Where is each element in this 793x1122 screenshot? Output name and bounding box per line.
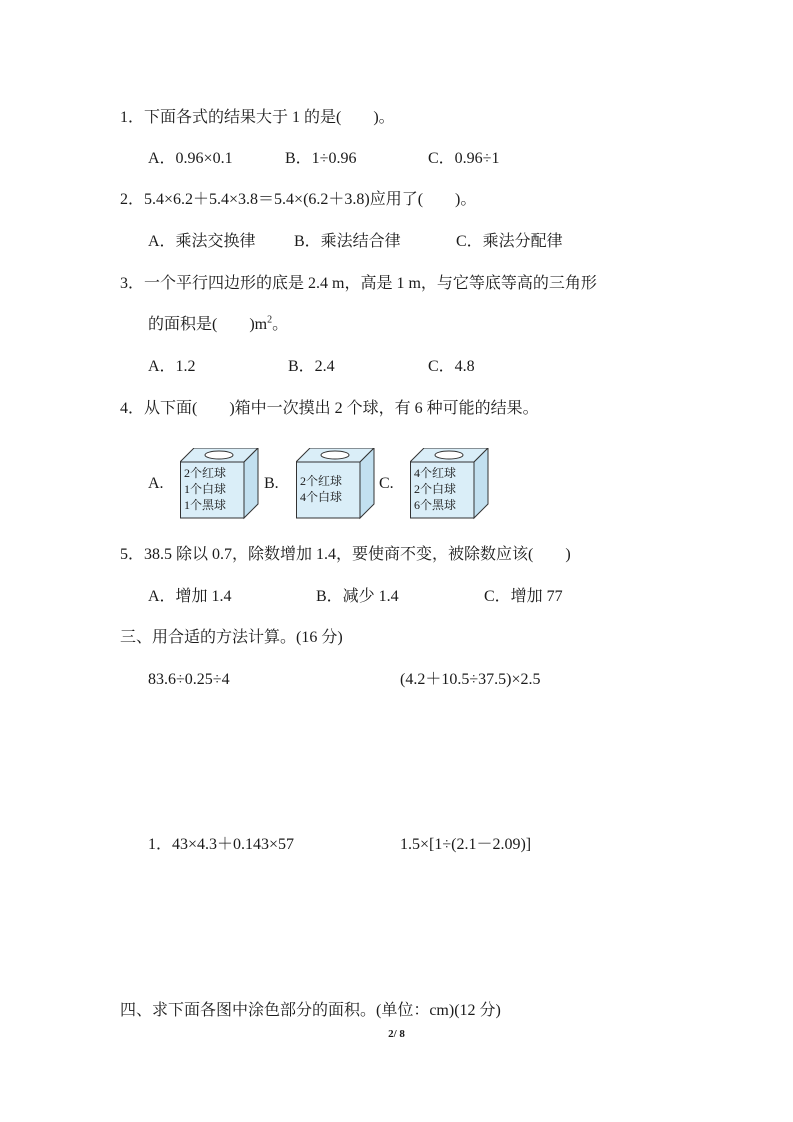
q2-option-b: B．乘法结合律 bbox=[294, 233, 401, 250]
q1-option-c: C．0.96÷1 bbox=[428, 150, 500, 167]
expr-4: 1.5×[1÷(2.1－2.09)] bbox=[400, 836, 532, 853]
q3-stem-line2 bbox=[148, 315, 288, 335]
box-b-line-2: 4个白球 bbox=[300, 490, 343, 504]
expr-3: 1．43×4.3＋0.143×57 bbox=[148, 836, 295, 853]
expr-2: (4.2＋10.5÷37.5)×2.5 bbox=[400, 671, 541, 688]
q3-option-b: B．2.4 bbox=[288, 358, 335, 375]
box-a-line-1: 2个红球 bbox=[184, 466, 227, 480]
q4-box-c bbox=[410, 448, 490, 520]
q3-stem-line1: 3．一个平行四边形的底是 2.4 m，高是 1 m，与它等底等高的三角形 bbox=[120, 275, 597, 292]
section3-title: 三、用合适的方法计算。(16 分) bbox=[120, 629, 343, 646]
q4-box-c-label: C. bbox=[379, 475, 394, 492]
q5-option-a: A．增加 1.4 bbox=[148, 588, 232, 605]
q4-box-a bbox=[180, 448, 260, 520]
q2-option-c: C．乘法分配律 bbox=[456, 233, 563, 250]
q2-stem: 2．5.4×6.2＋5.4×3.8＝5.4×(6.2＋3.8)应用了( )。 bbox=[120, 191, 477, 208]
q3-option-c: C．4.8 bbox=[428, 358, 475, 375]
q5-option-c: C．增加 77 bbox=[484, 588, 563, 605]
q1-option-a: A．0.96×0.1 bbox=[148, 150, 233, 167]
box-c-line-3: 6个黑球 bbox=[414, 498, 457, 512]
q5-stem: 5．38.5 除以 0.7，除数增加 1.4，要使商不变，被除数应该( ) bbox=[120, 546, 571, 563]
expr-1: 83.6÷0.25÷4 bbox=[148, 671, 230, 688]
q3-option-a: A．1.2 bbox=[148, 358, 196, 375]
box-a-line-2: 1个白球 bbox=[184, 482, 227, 496]
q4-box-b-label: B. bbox=[264, 475, 279, 492]
q4-box-b bbox=[296, 448, 376, 520]
q1-stem: 1．下面各式的结果大于 1 的是( )。 bbox=[120, 109, 395, 126]
q4-box-a-label: A. bbox=[148, 475, 164, 492]
box-b-line-1: 2个红球 bbox=[300, 474, 343, 488]
q5-option-b: B．减少 1.4 bbox=[316, 588, 399, 605]
section4-title: 四、求下面各图中涂色部分的面积。(单位：cm)(12 分) bbox=[120, 1002, 501, 1019]
q4-stem: 4．从下面( )箱中一次摸出 2 个球，有 6 种可能的结果。 bbox=[120, 400, 539, 417]
q3-stem-line2-pre: 的面积是( )m bbox=[148, 316, 268, 333]
q3-stem-line2-post: 。 bbox=[272, 316, 289, 333]
q3-superscript: 2 bbox=[267, 314, 273, 326]
box-c-line-2: 2个白球 bbox=[414, 482, 457, 496]
box-a-line-3: 1个黑球 bbox=[184, 498, 227, 512]
page-number: 2/ 8 bbox=[388, 1028, 405, 1040]
q1-option-b: B．1÷0.96 bbox=[285, 150, 357, 167]
box-c-line-1: 4个红球 bbox=[414, 466, 457, 480]
q2-option-a: A．乘法交换律 bbox=[148, 233, 256, 250]
